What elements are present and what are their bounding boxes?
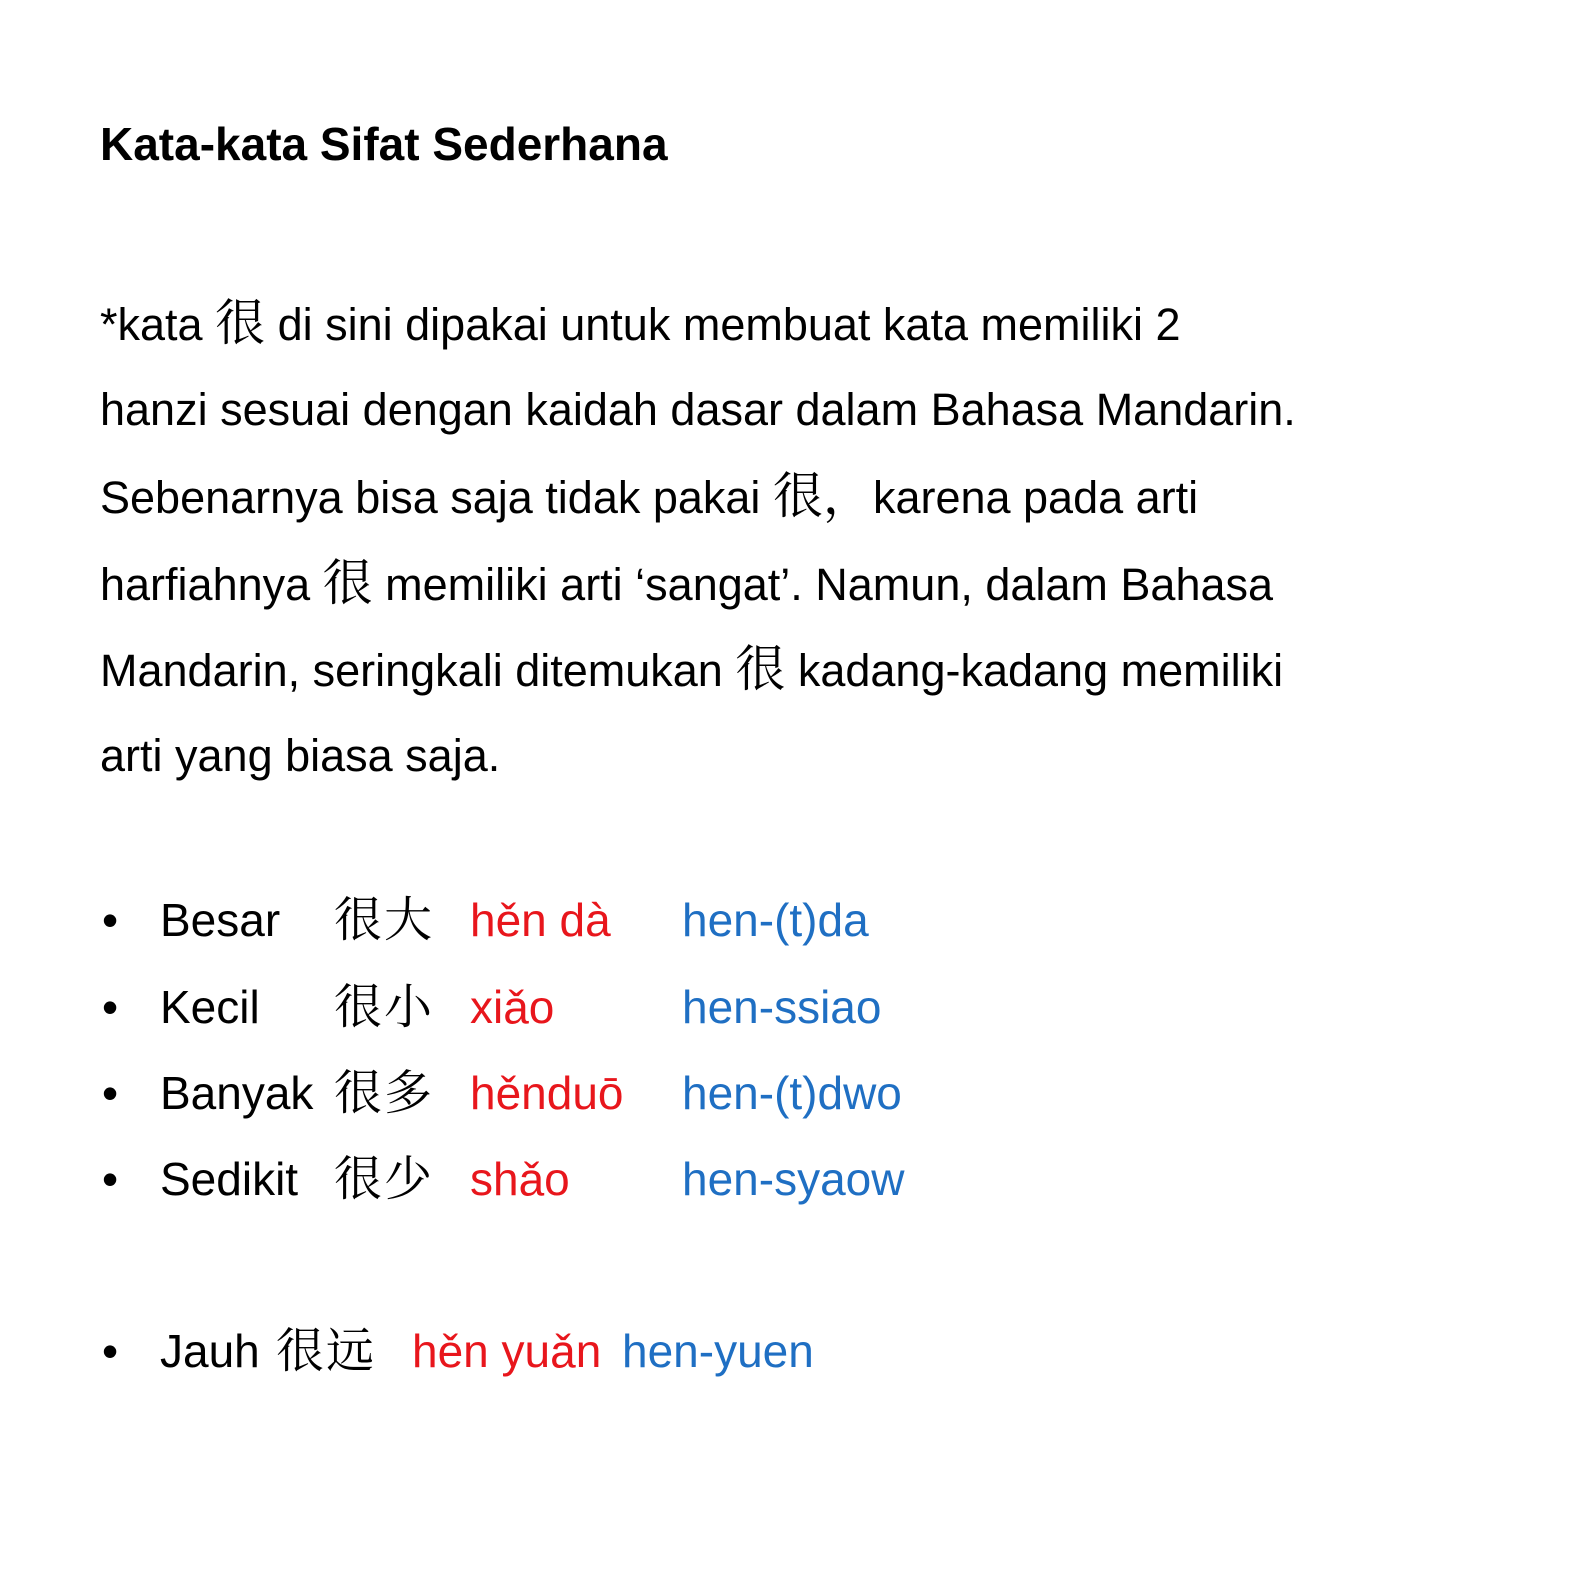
vocab-reading: hen-(t)dwo [682, 1067, 902, 1119]
vocab-reading: hen-syaow [682, 1153, 905, 1205]
vocab-pinyin: xiǎo [470, 981, 555, 1033]
vocab-pinyin: hěn dà [470, 894, 611, 946]
vocab-pinyin: hěn yuǎn [412, 1325, 602, 1377]
bullet-icon: • [101, 1325, 119, 1377]
vocab-hanzi: 很小 [334, 979, 435, 1035]
paragraph-text: harfiahnya [100, 558, 323, 610]
vocab-reading: hen-(t)da [682, 894, 869, 946]
vocab-hanzi: 很远 [276, 1323, 377, 1379]
vocab-pinyin: shǎo [470, 1153, 570, 1205]
explanation-paragraph [100, 280, 1520, 799]
paragraph-line-4 [100, 540, 1520, 627]
paragraph-text: memiliki arti ‘sangat’. Namun, dalam Bahasa [385, 558, 1274, 610]
page-title: Kata-kata Sifat Sederhana [100, 118, 668, 170]
vocab-reading: hen-ssiao [682, 981, 882, 1033]
vocab-word: Banyak [160, 1067, 314, 1119]
paragraph-line-1 [100, 280, 1520, 367]
paragraph-text: di sini dipakai untuk membuat kata memiliki 2 [277, 299, 1181, 350]
hanzi-hen: 很 [322, 553, 373, 612]
paragraph-text: Mandarin, seringkali ditemukan [100, 645, 736, 696]
paragraph-line-6: arti yang biasa saja. [100, 729, 501, 781]
vocab-word: Kecil [160, 981, 260, 1033]
vocab-hanzi: 很多 [334, 1065, 435, 1121]
hanzi-hen: 很 [735, 640, 786, 698]
vocab-hanzi: 很少 [334, 1151, 435, 1207]
paragraph-text: *kata [100, 299, 216, 350]
vocab-pinyin: hěnduō [470, 1067, 624, 1119]
hanzi-hen: 很， [772, 467, 873, 525]
bullet-icon: • [101, 1067, 119, 1119]
vocab-word: Besar [160, 894, 281, 946]
paragraph-line-3 [100, 453, 1520, 540]
paragraph-text: karena pada arti [872, 472, 1199, 523]
vocab-hanzi: 很大 [334, 892, 435, 948]
bullet-icon: • [101, 1153, 119, 1205]
vocab-reading: hen-yuen [622, 1325, 814, 1377]
bullet-icon: • [101, 894, 119, 946]
paragraph-text: Sebenarnya bisa saja tidak pakai [100, 472, 773, 523]
bullet-icon: • [101, 981, 119, 1033]
vocab-word: Jauh [160, 1325, 260, 1377]
vocab-word: Sedikit [160, 1153, 299, 1205]
hanzi-hen: 很 [215, 294, 266, 352]
paragraph-line-5 [100, 626, 1520, 713]
paragraph-text: kadang-kadang memiliki [797, 645, 1284, 696]
paragraph-line-2: hanzi sesuai dengan kaidah dasar dalam Bahasa Mandarin. [100, 383, 1296, 435]
